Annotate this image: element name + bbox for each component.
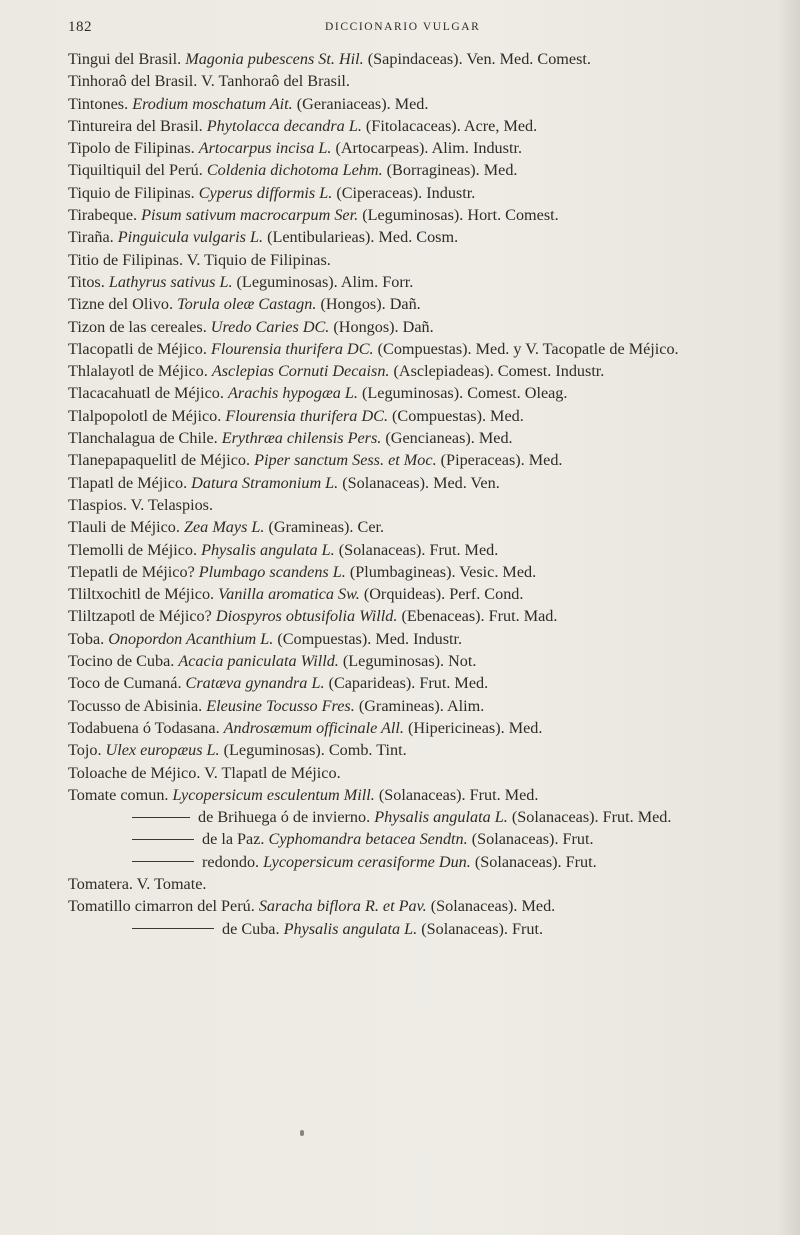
scientific-name: Zea Mays L.: [183, 518, 265, 537]
scientific-name: Uredo Caries DC.: [210, 317, 330, 336]
common-name: Tintureira del Brasil.: [68, 116, 203, 135]
family-and-uses: (Solanaceas). Frut. Med.: [338, 540, 499, 559]
running-head: DICCIONARIO VULGAR: [325, 21, 481, 33]
dictionary-entry: [68, 427, 780, 449]
scientific-name: Flourensia thurifera DC.: [225, 406, 388, 425]
common-name: Tizon de las cereales.: [68, 317, 207, 336]
dictionary-entry: [68, 70, 780, 92]
common-name: Tiquiltiquil del Perú.: [68, 161, 203, 180]
family-and-uses: (Compuestas). Med.: [392, 406, 524, 425]
scientific-name: Vanilla aromatica Sw.: [218, 585, 360, 604]
dictionary-entry: [68, 93, 780, 115]
common-name: Tlaspios. V. Telaspios.: [68, 495, 214, 514]
scientific-name: Lycopersicum cerasiforme Dun.: [263, 852, 471, 871]
family-and-uses: (Borragineas). Med.: [386, 161, 518, 180]
sub-entry: [68, 828, 780, 850]
common-name: Tintones.: [68, 94, 129, 113]
common-name: Tlemolli de Méjico.: [68, 540, 198, 559]
scientific-name: Lathyrus sativus L.: [108, 272, 233, 291]
family-and-uses: (Leguminosas). Comb. Tint.: [223, 741, 407, 760]
dictionary-entry: [68, 784, 780, 806]
common-name: de Cuba.: [222, 919, 280, 938]
common-name: Tomatillo cimarron del Perú.: [68, 897, 255, 916]
common-name: Tliltzapotl de Méjico?: [68, 607, 212, 626]
scientific-name: Coldenia dichotoma Lehm.: [206, 161, 383, 180]
dictionary-entry: [68, 115, 780, 137]
family-and-uses: (Solanaceas). Frut. Med.: [378, 785, 539, 804]
common-name: Tomate comun.: [68, 785, 169, 804]
common-name: Tirabeque.: [68, 206, 138, 225]
scientific-name: Diospyros obtusifolia Willd.: [215, 607, 398, 626]
family-and-uses: (Solanaceas). Med. Ven.: [342, 473, 500, 492]
dictionary-entry: [68, 762, 780, 784]
scientific-name: Asclepias Cornuti Decaisn.: [211, 362, 390, 381]
common-name: de la Paz.: [202, 830, 265, 849]
page-number: 182: [68, 19, 92, 35]
common-name: Todabuena ó Todasana.: [68, 718, 220, 737]
family-and-uses: (Lentibularieas). Med. Cosm.: [267, 228, 459, 247]
dictionary-entry: [68, 650, 780, 672]
dictionary-entry: [68, 717, 780, 739]
scientific-name: Phytolacca decandra L.: [206, 116, 362, 135]
common-name: Tlauli de Méjico.: [68, 518, 180, 537]
dictionary-entry: [68, 472, 780, 494]
dictionary-entry: [68, 739, 780, 761]
scientific-name: Flourensia thurifera DC.: [210, 339, 374, 358]
scientific-name: Eleusine Tocusso Fres.: [206, 696, 355, 715]
family-and-uses: (Caparideas). Frut. Med.: [328, 674, 489, 693]
dictionary-entry: [68, 159, 780, 181]
family-and-uses: (Compuestas). Med. Industr.: [277, 629, 463, 648]
dictionary-entry: [68, 137, 780, 159]
common-name: Tiraña.: [68, 228, 114, 247]
family-and-uses: (Gencianeas). Med.: [385, 429, 513, 448]
common-name: Thlalayotl de Méjico.: [68, 362, 208, 381]
family-and-uses: (Hongos). Dañ.: [320, 295, 421, 314]
family-and-uses: (Solanaceas). Med.: [430, 897, 556, 916]
common-name: Titio de Filipinas. V. Tiquio de Filipinas.: [68, 250, 331, 269]
dictionary-entry: [68, 249, 780, 271]
sub-entry: [68, 806, 780, 828]
dictionary-entry: [68, 895, 780, 917]
dictionary-entry: [68, 271, 780, 293]
scientific-name: Pisum sativum macrocarpum Ser.: [141, 206, 359, 225]
family-and-uses: (Hongos). Dañ.: [333, 317, 434, 336]
dictionary-entry: [68, 494, 780, 516]
dictionary-entry: [68, 561, 780, 583]
scientific-name: Saracha biflora R. et Pav.: [258, 897, 427, 916]
sub-entry: [68, 851, 780, 873]
dictionary-entry: [68, 628, 780, 650]
family-and-uses: (Solanaceas). Frut. Med.: [511, 808, 672, 827]
scientific-name: Torula oleæ Castagn.: [177, 295, 317, 314]
page-header: [68, 19, 768, 41]
dictionary-entry: [68, 226, 780, 248]
common-name: Tipolo de Filipinas.: [68, 139, 195, 158]
dictionary-entry: [68, 48, 780, 70]
scientific-name: Artocarpus incisa L.: [198, 139, 332, 158]
dictionary-entry: [68, 873, 780, 895]
common-name: Tlacopatli de Méjico.: [68, 339, 207, 358]
sub-entry: [68, 918, 780, 940]
scientific-name: Acacia paniculata Willd.: [178, 652, 339, 671]
repeat-dash: [132, 817, 190, 818]
dictionary-entry: [68, 695, 780, 717]
common-name: Tojo.: [68, 741, 102, 760]
dictionary-entries: [68, 48, 780, 940]
family-and-uses: (Ebenaceas). Frut. Mad.: [401, 607, 558, 626]
common-name: Toba.: [68, 629, 105, 648]
common-name: Tliltxochitl de Méjico.: [68, 585, 215, 604]
family-and-uses: (Piperaceas). Med.: [440, 451, 563, 470]
common-name: Tlanchalagua de Chile.: [68, 429, 218, 448]
common-name: de Brihuega ó de invierno.: [198, 808, 371, 827]
dictionary-entry: [68, 672, 780, 694]
common-name: Tlepatli de Méjico?: [68, 562, 195, 581]
common-name: redondo.: [202, 852, 260, 871]
scientific-name: Androsæmum officinale All.: [223, 718, 404, 737]
dictionary-entry: [68, 338, 780, 360]
dictionary-entry: [68, 539, 780, 561]
family-and-uses: (Ciperaceas). Industr.: [336, 183, 476, 202]
scientific-name: Lycopersicum esculentum Mill.: [172, 785, 375, 804]
dictionary-entry: [68, 293, 780, 315]
scientific-name: Ulex europæus L.: [105, 741, 220, 760]
dictionary-entry: [68, 382, 780, 404]
common-name: Tingui del Brasil.: [68, 50, 182, 68]
dictionary-entry: [68, 516, 780, 538]
common-name: Tocusso de Abisinia.: [68, 696, 203, 715]
scientific-name: Datura Stramonium L.: [191, 473, 339, 492]
family-and-uses: (Leguminosas). Alim. Forr.: [236, 272, 414, 291]
repeat-dash: [132, 861, 194, 862]
dictionary-entry: [68, 405, 780, 427]
print-speck: [300, 1130, 304, 1136]
common-name: Titos.: [68, 272, 105, 291]
common-name: Tizne del Olivo.: [68, 295, 174, 314]
dictionary-entry: [68, 583, 780, 605]
family-and-uses: (Leguminosas). Comest. Oleag.: [362, 384, 568, 403]
scientific-name: Physalis angulata L.: [283, 919, 418, 938]
family-and-uses: (Orquideas). Perf. Cond.: [363, 585, 524, 604]
common-name: Toco de Cumaná.: [68, 674, 182, 693]
common-name: Tlacacahuatl de Méjico.: [68, 384, 224, 403]
family-and-uses: (Gramineas). Cer.: [268, 518, 385, 537]
common-name: Tocino de Cuba.: [68, 652, 175, 671]
common-name: Tlapatl de Méjico.: [68, 473, 188, 492]
scientific-name: Erodium moschatum Ait.: [132, 94, 293, 113]
scientific-name: Erythræa chilensis Pers.: [221, 429, 382, 448]
family-and-uses: (Sapindaceas). Ven. Med. Comest.: [367, 50, 591, 68]
scientific-name: Physalis angulata L.: [201, 540, 335, 559]
common-name: Tomatera. V. Tomate.: [68, 874, 207, 893]
scientific-name: Magonia pubescens St. Hil.: [185, 50, 364, 68]
family-and-uses: (Compuestas). Med. y V. Tacopatle de Méjico.: [377, 339, 679, 358]
scientific-name: Cyphomandra betacea Sendtn.: [268, 830, 468, 849]
family-and-uses: (Solanaceas). Frut.: [471, 830, 594, 849]
scientific-name: Pinguicula vulgaris L.: [117, 228, 264, 247]
common-name: Toloache de Méjico. V. Tlapatl de Méjico.: [68, 763, 341, 782]
scientific-name: Plumbago scandens L.: [198, 562, 346, 581]
scientific-name: Cratæva gynandra L.: [185, 674, 325, 693]
family-and-uses: (Hipericineas). Med.: [408, 718, 543, 737]
common-name: Tlalpopolotl de Méjico.: [68, 406, 222, 425]
dictionary-entry: [68, 182, 780, 204]
family-and-uses: (Plumbagineas). Vesic. Med.: [349, 562, 537, 581]
dictionary-entry: [68, 360, 780, 382]
scientific-name: Physalis angulata L.: [374, 808, 508, 827]
family-and-uses: (Solanaceas). Frut.: [421, 919, 544, 938]
common-name: Tlanepapaquelitl de Méjico.: [68, 451, 251, 470]
family-and-uses: (Solanaceas). Frut.: [474, 852, 597, 871]
dictionary-entry: [68, 449, 780, 471]
common-name: Tiquio de Filipinas.: [68, 183, 195, 202]
repeat-dash: [132, 928, 214, 929]
family-and-uses: (Fitolacaceas). Acre, Med.: [365, 116, 538, 135]
page-edge-shadow: [778, 0, 800, 1235]
dictionary-entry: [68, 605, 780, 627]
family-and-uses: (Asclepiadeas). Comest. Industr.: [393, 362, 605, 381]
family-and-uses: (Artocarpeas). Alim. Industr.: [335, 139, 522, 158]
family-and-uses: (Leguminosas). Not.: [342, 652, 477, 671]
dictionary-entry: [68, 204, 780, 226]
family-and-uses: (Leguminosas). Hort. Comest.: [362, 206, 559, 225]
family-and-uses: (Gramineas). Alim.: [358, 696, 485, 715]
repeat-dash: [132, 839, 194, 840]
family-and-uses: (Geraniaceas). Med.: [296, 94, 429, 113]
dictionary-entry: [68, 316, 780, 338]
scientific-name: Onopordon Acanthium L.: [108, 629, 274, 648]
scientific-name: Piper sanctum Sess. et Moc.: [254, 451, 437, 470]
scientific-name: Cyperus difformis L.: [198, 183, 333, 202]
scientific-name: Arachis hypogæa L.: [228, 384, 358, 403]
common-name: Tinhoraô del Brasil. V. Tanhoraô del Brasil.: [68, 72, 350, 91]
